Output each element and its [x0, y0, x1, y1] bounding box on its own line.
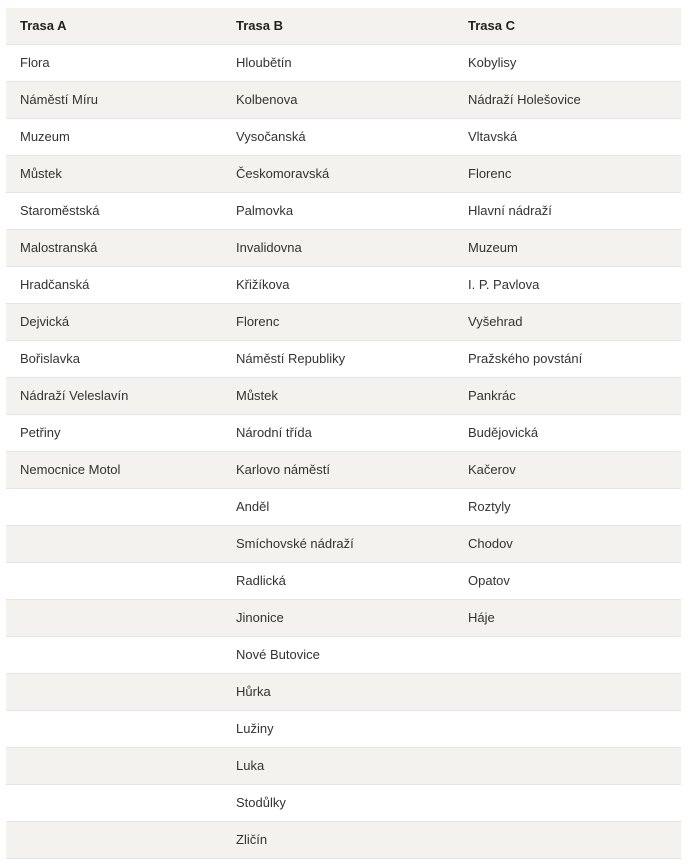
station-cell-trasa-a: [6, 822, 222, 859]
station-cell-trasa-b: Luka: [222, 748, 454, 785]
table-row: [6, 156, 681, 193]
station-cell-trasa-a: [6, 489, 222, 526]
station-cell-trasa-a: Muzeum: [6, 119, 222, 156]
table-row: [6, 600, 681, 637]
station-cell-trasa-a: Staroměstská: [6, 193, 222, 230]
table-body: [6, 45, 681, 859]
station-cell-trasa-c: [454, 822, 681, 859]
station-cell-trasa-c: Nádraží Holešovice: [454, 82, 681, 119]
station-cell-trasa-a: Můstek: [6, 156, 222, 193]
station-cell-trasa-b: Lužiny: [222, 711, 454, 748]
table-row: [6, 82, 681, 119]
table-row: [6, 748, 681, 785]
station-cell-trasa-b: Smíchovské nádraží: [222, 526, 454, 563]
station-cell-trasa-a: Hradčanská: [6, 267, 222, 304]
station-cell-trasa-a: [6, 748, 222, 785]
station-cell-trasa-b: Stodůlky: [222, 785, 454, 822]
station-cell-trasa-b: Florenc: [222, 304, 454, 341]
station-cell-trasa-b: Zličín: [222, 822, 454, 859]
table-row: [6, 785, 681, 822]
station-cell-trasa-c: I. P. Pavlova: [454, 267, 681, 304]
table-row: [6, 378, 681, 415]
station-cell-trasa-c: Pankrác: [454, 378, 681, 415]
table-row: [6, 119, 681, 156]
station-cell-trasa-c: [454, 748, 681, 785]
table-row: [6, 415, 681, 452]
station-cell-trasa-b: Jinonice: [222, 600, 454, 637]
station-cell-trasa-c: Kobylisy: [454, 45, 681, 82]
station-cell-trasa-b: Hůrka: [222, 674, 454, 711]
station-cell-trasa-a: [6, 674, 222, 711]
station-cell-trasa-a: Nemocnice Motol: [6, 452, 222, 489]
station-cell-trasa-b: Křižíkova: [222, 267, 454, 304]
station-cell-trasa-b: Vysočanská: [222, 119, 454, 156]
column-header-trasa-a: Trasa A: [6, 8, 222, 45]
station-cell-trasa-b: Anděl: [222, 489, 454, 526]
table-row: [6, 526, 681, 563]
station-cell-trasa-c: Chodov: [454, 526, 681, 563]
table-row: [6, 637, 681, 674]
station-cell-trasa-c: [454, 785, 681, 822]
station-cell-trasa-b: Palmovka: [222, 193, 454, 230]
station-cell-trasa-c: Vltavská: [454, 119, 681, 156]
station-cell-trasa-c: [454, 637, 681, 674]
station-cell-trasa-a: [6, 637, 222, 674]
table-row: [6, 193, 681, 230]
station-cell-trasa-b: Nové Butovice: [222, 637, 454, 674]
column-header-trasa-b: Trasa B: [222, 8, 454, 45]
station-cell-trasa-a: [6, 785, 222, 822]
station-cell-trasa-b: Karlovo náměstí: [222, 452, 454, 489]
table-row: [6, 563, 681, 600]
station-cell-trasa-b: Radlická: [222, 563, 454, 600]
station-cell-trasa-a: Nádraží Veleslavín: [6, 378, 222, 415]
station-cell-trasa-c: Muzeum: [454, 230, 681, 267]
station-cell-trasa-a: Petřiny: [6, 415, 222, 452]
station-cell-trasa-b: Můstek: [222, 378, 454, 415]
station-cell-trasa-c: Hlavní nádraží: [454, 193, 681, 230]
table-row: [6, 674, 681, 711]
station-cell-trasa-c: Háje: [454, 600, 681, 637]
station-cell-trasa-c: Kačerov: [454, 452, 681, 489]
station-cell-trasa-b: Náměstí Republiky: [222, 341, 454, 378]
station-cell-trasa-b: Kolbenova: [222, 82, 454, 119]
station-cell-trasa-c: Florenc: [454, 156, 681, 193]
station-cell-trasa-a: Náměstí Míru: [6, 82, 222, 119]
station-cell-trasa-a: [6, 563, 222, 600]
table-row: [6, 230, 681, 267]
station-cell-trasa-c: [454, 674, 681, 711]
station-cell-trasa-c: Vyšehrad: [454, 304, 681, 341]
table-row: [6, 711, 681, 748]
station-cell-trasa-c: Opatov: [454, 563, 681, 600]
metro-lines-table-container: [6, 8, 681, 859]
station-cell-trasa-a: Malostranská: [6, 230, 222, 267]
column-header-trasa-c: Trasa C: [454, 8, 681, 45]
station-cell-trasa-b: Hloubětín: [222, 45, 454, 82]
station-cell-trasa-c: Roztyly: [454, 489, 681, 526]
station-cell-trasa-b: Českomoravská: [222, 156, 454, 193]
station-cell-trasa-b: Národní třída: [222, 415, 454, 452]
table-row: [6, 452, 681, 489]
metro-lines-table: [6, 8, 681, 859]
station-cell-trasa-a: [6, 711, 222, 748]
table-row: [6, 489, 681, 526]
station-cell-trasa-c: Budějovická: [454, 415, 681, 452]
station-cell-trasa-a: Flora: [6, 45, 222, 82]
table-row: [6, 822, 681, 859]
station-cell-trasa-a: Dejvická: [6, 304, 222, 341]
station-cell-trasa-c: Pražského povstání: [454, 341, 681, 378]
table-row: [6, 304, 681, 341]
station-cell-trasa-a: Bořislavka: [6, 341, 222, 378]
station-cell-trasa-a: [6, 526, 222, 563]
station-cell-trasa-c: [454, 711, 681, 748]
table-header-row: [6, 8, 681, 45]
table-row: [6, 45, 681, 82]
station-cell-trasa-b: Invalidovna: [222, 230, 454, 267]
station-cell-trasa-a: [6, 600, 222, 637]
table-row: [6, 267, 681, 304]
table-row: [6, 341, 681, 378]
